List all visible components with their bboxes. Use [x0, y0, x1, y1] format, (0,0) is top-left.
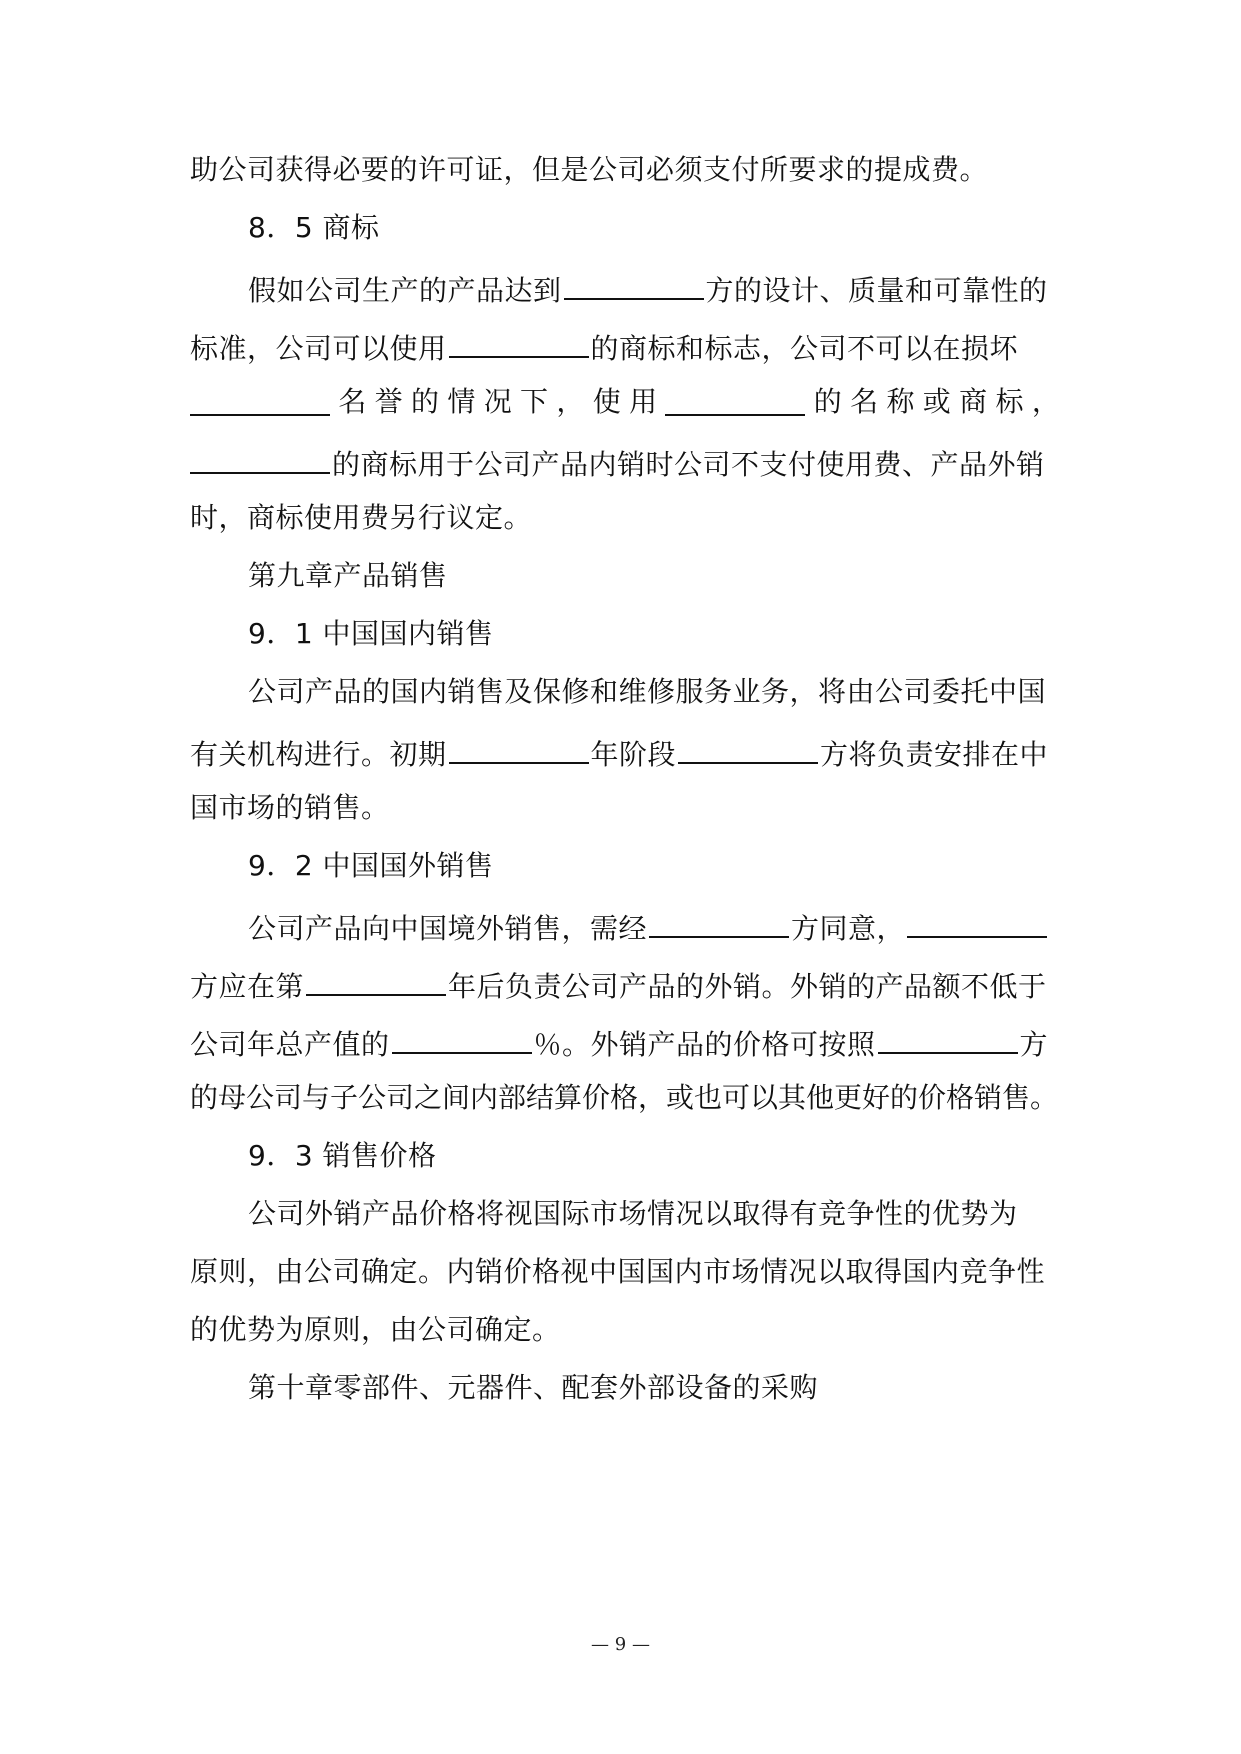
char: 名: [338, 385, 367, 418]
paragraph-line: [190, 1310, 1060, 1350]
paragraph-line: [190, 150, 1060, 190]
text-span: 有关机构进行。初期: [190, 738, 447, 771]
section-heading-9-3: [248, 1136, 1060, 1176]
paragraph-line: [190, 498, 1060, 538]
paragraph-line: [190, 1252, 1060, 1292]
fill-in-blank: [665, 382, 805, 416]
section-heading-text: 9．2 中国国外销售: [248, 849, 494, 882]
text-span: 国市场的销售。: [190, 791, 390, 824]
text-span: 方的设计、质量和可靠性的: [705, 274, 1048, 307]
text-span: 公司年总产值的: [190, 1028, 390, 1061]
text-span: 时，商标使用费另行议定。: [190, 501, 533, 534]
char: 况: [483, 385, 512, 418]
char: 用: [629, 385, 658, 418]
char: 标: [995, 385, 1024, 418]
paragraph-line: [190, 962, 1060, 1002]
section-heading-9-1: [248, 614, 1060, 654]
char: ，: [556, 385, 585, 418]
text-span: ％。外销产品的价格可按照: [533, 1028, 876, 1061]
text-span: 假如公司生产的产品达到: [248, 274, 562, 307]
text-span: 标准，公司可以使用: [190, 332, 447, 365]
chapter-heading-text: 第十章零部件、元器件、配套外部设备的采购: [248, 1371, 819, 1404]
section-heading-8-5: [248, 208, 1060, 248]
paragraph-line: [248, 1194, 1060, 1234]
char: 誉: [374, 385, 403, 418]
text-span: 的商标和标志，公司不可以在损坏: [590, 332, 1019, 365]
fill-in-blank: [449, 324, 589, 358]
paragraph-line: [248, 904, 1060, 944]
paragraph-line: [190, 1020, 1060, 1060]
fill-in-blank: [449, 730, 589, 764]
text-span: 的优势为原则，由公司确定。: [190, 1313, 561, 1346]
paragraph-line: [190, 1078, 1060, 1118]
char: 的: [813, 385, 842, 418]
text-span: 公司产品向中国境外销售，需经: [248, 912, 648, 945]
paragraph-line: [190, 730, 1060, 770]
char: 商: [959, 385, 988, 418]
fill-in-blank: [190, 382, 330, 416]
section-heading-text: 8．5 商标: [248, 211, 380, 244]
paragraph-line: [248, 672, 1060, 712]
chapter-heading-10: [248, 1368, 1060, 1408]
text-span: 方: [1019, 1028, 1049, 1061]
text-span: 的商标用于公司产品内销时公司不支付使用费、产品外销: [332, 448, 1045, 481]
fill-in-blank: [907, 904, 1047, 938]
char: ，: [1031, 385, 1060, 418]
text-span: 方应在第: [190, 970, 305, 1003]
paragraph-line: [248, 266, 1060, 306]
char: 情: [447, 385, 476, 418]
paragraph-line: [190, 788, 1060, 828]
chapter-heading-text: 第九章产品销售: [248, 559, 448, 592]
fill-in-blank: [190, 440, 330, 474]
fill-in-blank: [306, 962, 446, 996]
text-span: 方同意，: [791, 912, 906, 945]
chapter-heading-9: [248, 556, 1060, 596]
fill-in-blank: [649, 904, 789, 938]
paragraph-line-justified: [190, 382, 1060, 422]
fill-in-blank: [678, 730, 818, 764]
char: 名: [850, 385, 879, 418]
fill-in-blank: [878, 1020, 1018, 1054]
char: 或: [922, 385, 951, 418]
text-span: 助公司获得必要的许可证，但是公司必须支付所要求的提成费。: [190, 153, 989, 186]
char: 使: [592, 385, 621, 418]
char: 称: [886, 385, 915, 418]
page-number: — 9 —: [591, 1634, 650, 1655]
text-span: 年阶段: [590, 738, 677, 771]
paragraph-line: [190, 440, 1060, 480]
text-span: 公司产品的国内销售及保修和维修服务业务，将由公司委托中国: [248, 675, 1047, 708]
section-heading-text: 9．3 销售价格: [248, 1139, 437, 1172]
text-span: 公司外销产品价格将视国际市场情况以取得有竞争性的优势为: [248, 1197, 1018, 1230]
text-span: 的母公司与子公司之间内部结算价格，或也可以其他更好的价格销售。: [190, 1081, 1059, 1114]
paragraph-line: [190, 324, 1060, 364]
fill-in-blank: [392, 1020, 532, 1054]
section-heading-text: 9．1 中国国内销售: [248, 617, 494, 650]
fill-in-blank: [564, 266, 704, 300]
text-span: 方将负责安排在中: [820, 738, 1049, 771]
text-span: 年后负责公司产品的外销。外销的产品额不低于: [448, 970, 1047, 1003]
char: 的: [411, 385, 440, 418]
text-span: 原则，由公司确定。内销价格视中国国内市场情况以取得国内竞争性: [190, 1255, 1046, 1288]
section-heading-9-2: [248, 846, 1060, 886]
char: 下: [520, 385, 549, 418]
